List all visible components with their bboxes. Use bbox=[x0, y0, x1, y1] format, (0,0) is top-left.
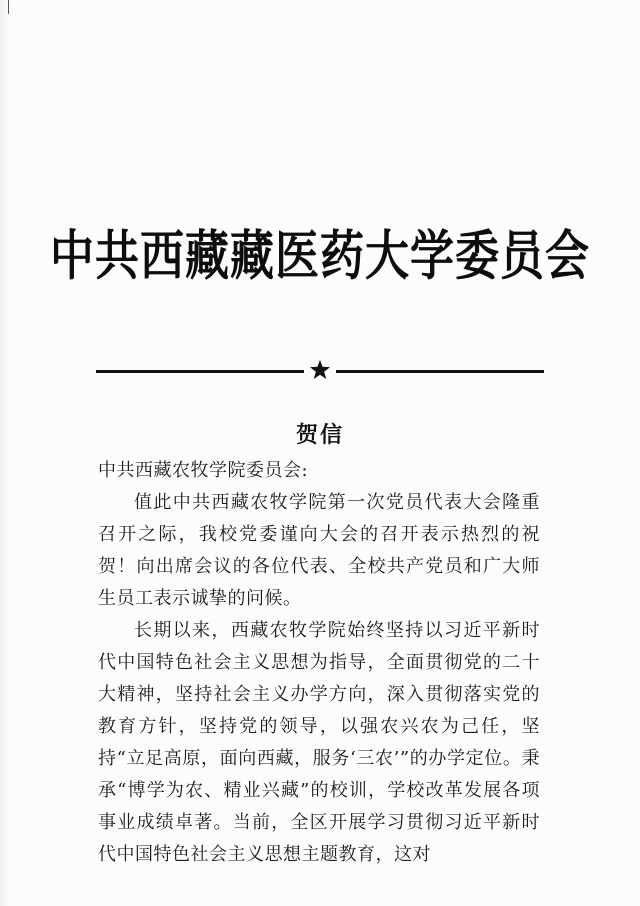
letter-body bbox=[98, 455, 540, 871]
paragraph-2: 长期以来，西藏农牧学院始终坚持以习近平新时代中国特色社会主义思想为指导，全面贯彻党的二十大精神，坚持社会主义办学方向，深入贯彻落实党的教育方针，坚持党的领导，以强农兴农为己任，坚持“立足高原，面向西藏，服务‘三农’”的办学定位。秉承“博学为农、精业兴藏”的校训，学校改革发展各项事业成绩卓著。当前，全区开展学习贯彻习近平新时代中国特色社会主义思想主题教育，这对 bbox=[98, 620, 540, 865]
salutation: 中共西藏农牧学院委员会: bbox=[98, 460, 309, 481]
star-icon bbox=[309, 359, 331, 381]
letterhead-title: 中共西藏藏医药大学委员会 bbox=[50, 225, 590, 288]
scan-edge-shadow bbox=[0, 0, 8, 906]
divider-line-left bbox=[96, 370, 304, 373]
scan-mark bbox=[8, 0, 9, 14]
document-title: 贺信 bbox=[295, 422, 344, 448]
divider-line-right bbox=[336, 370, 544, 373]
paragraph-1: 值此中共西藏农牧学院第一次党员代表大会隆重召开之际，我校党委谨向大会的召开表示热烈的祝贺！向出席会议的各位代表、全校共产党员和广大师生员工表示诚挚的问候。 bbox=[98, 492, 540, 609]
letterhead-divider bbox=[96, 359, 544, 383]
